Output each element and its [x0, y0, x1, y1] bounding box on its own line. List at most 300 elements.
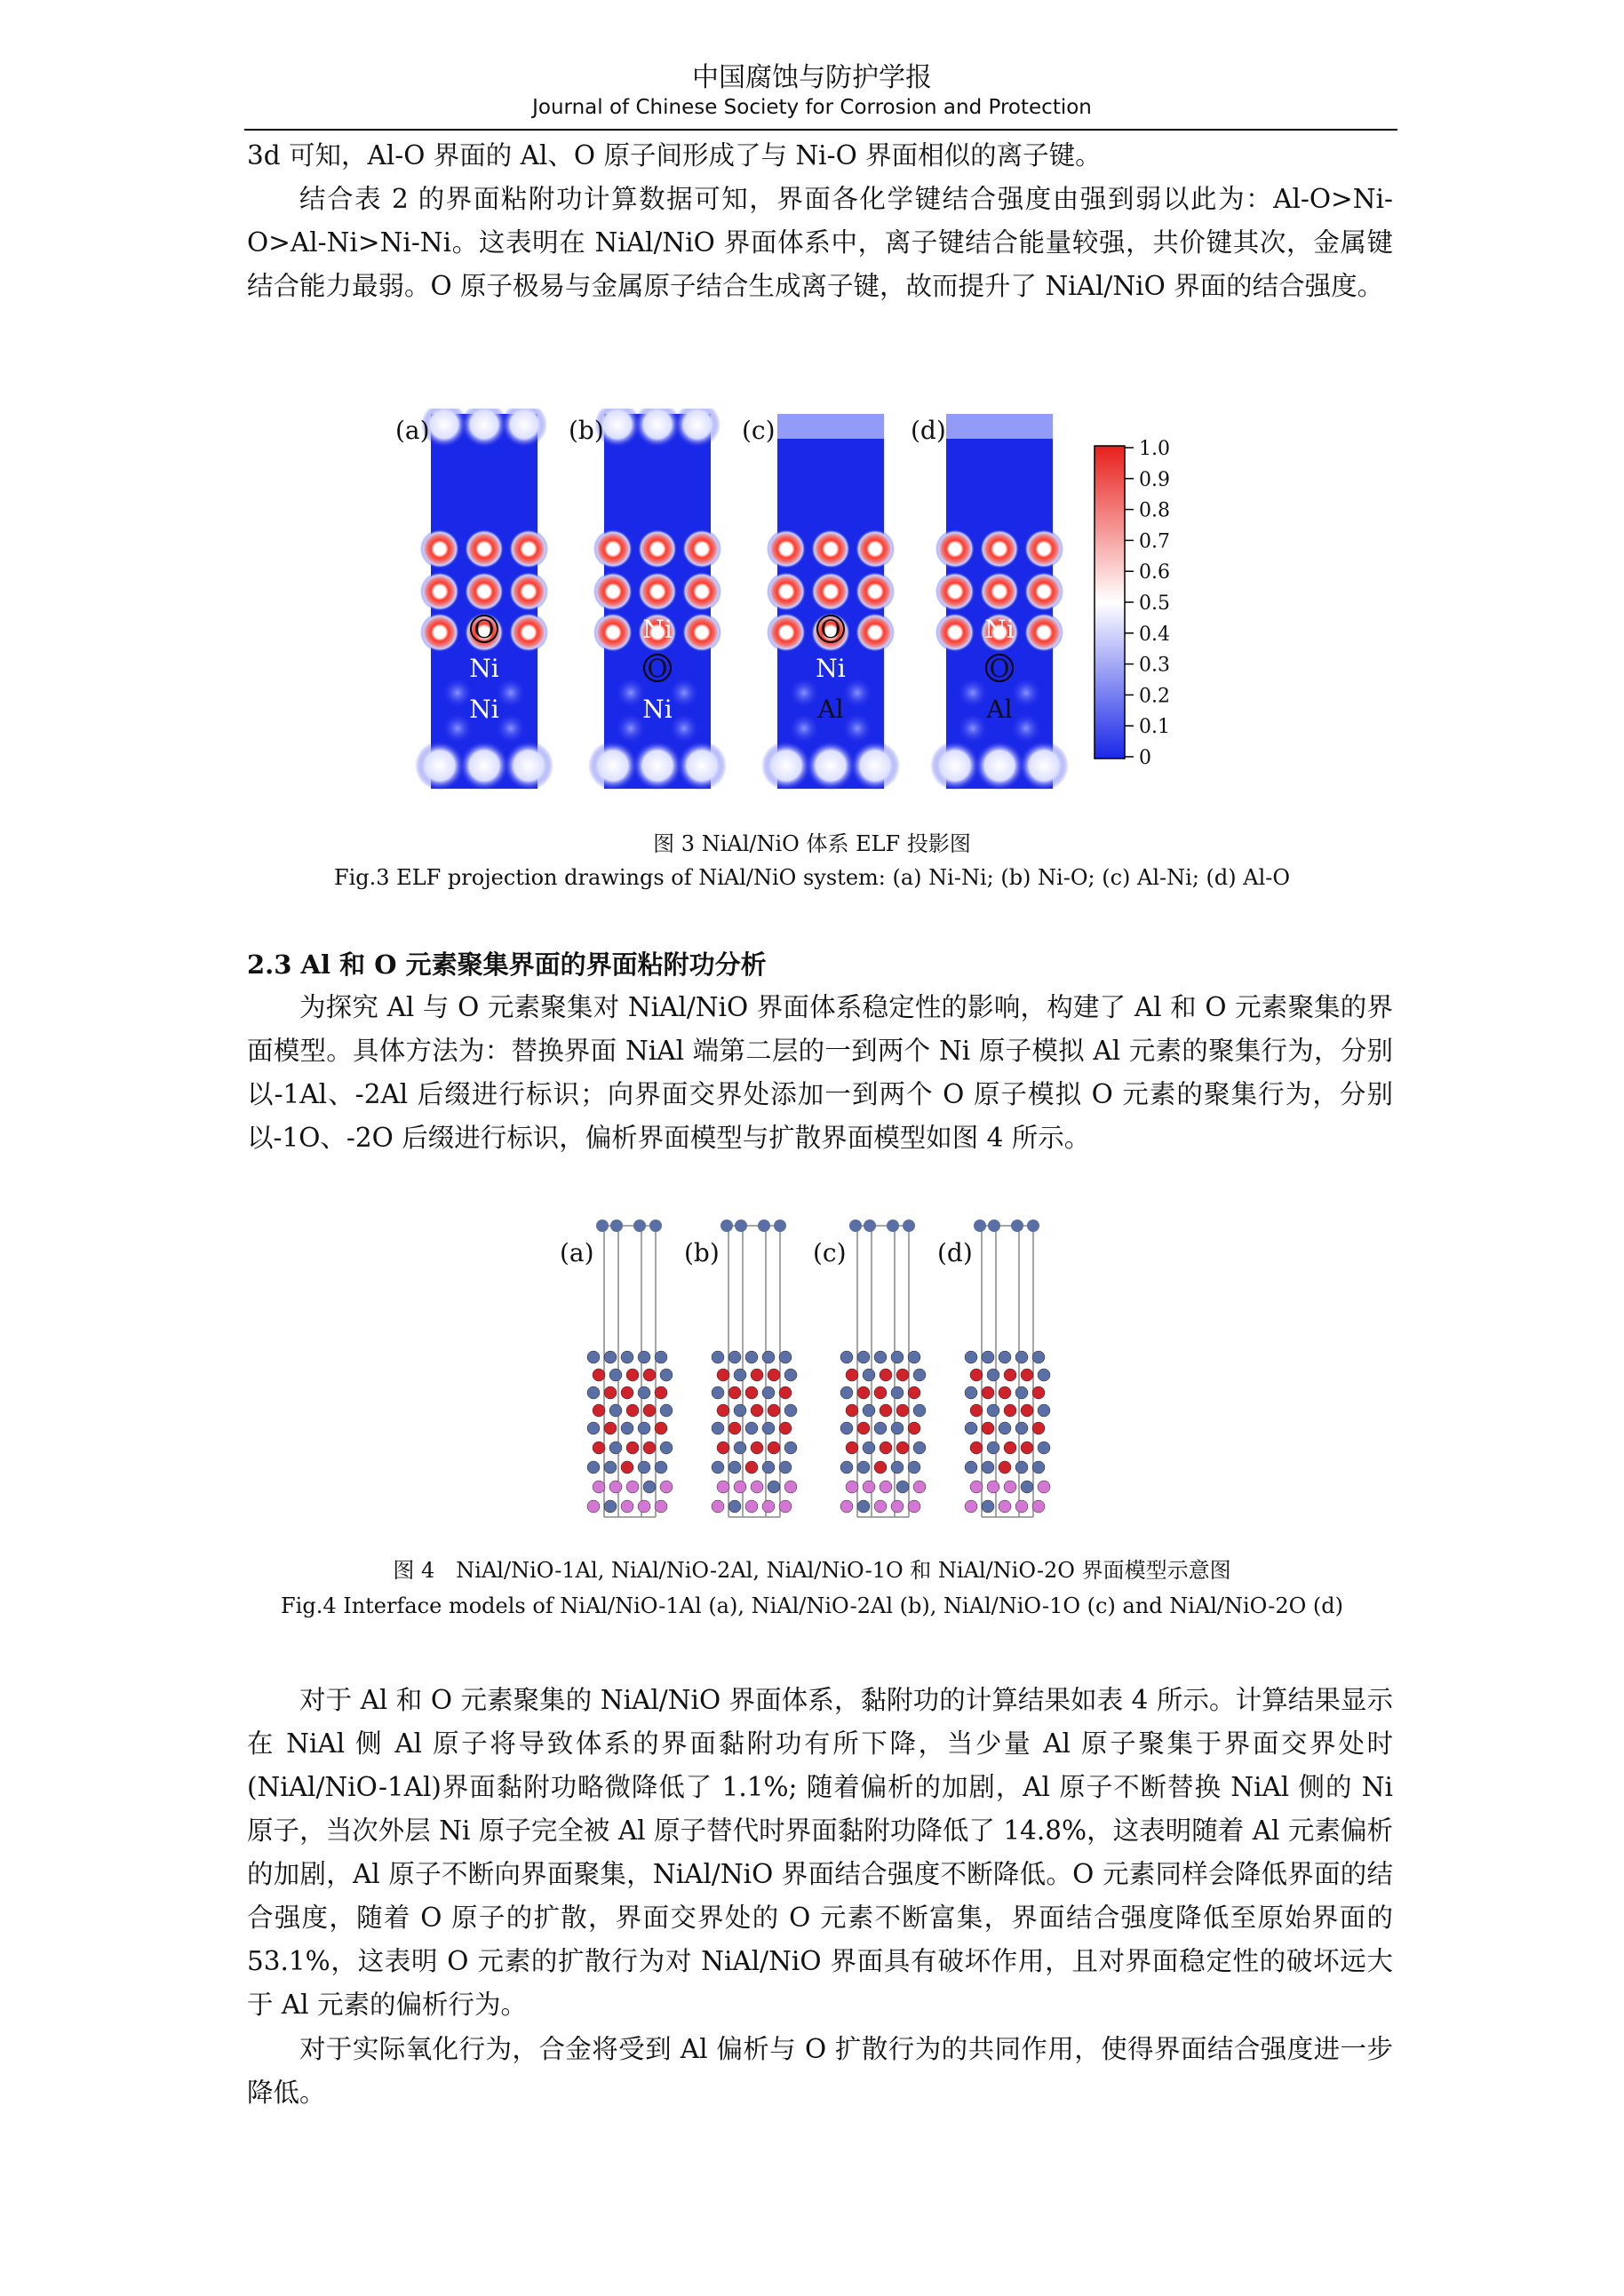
- ni-atom: [863, 1369, 875, 1381]
- elf-panel-d: [911, 414, 1069, 790]
- o-atom: [874, 1461, 887, 1474]
- o-atom: [655, 1386, 667, 1399]
- al-atom: [712, 1500, 724, 1513]
- elf-atom-ring: [638, 572, 677, 611]
- elf-atom-ring: [856, 572, 895, 611]
- ni-atom: [734, 1404, 746, 1417]
- ni-atom: [1038, 1404, 1050, 1417]
- ni-atom: [712, 1461, 724, 1474]
- elf-atom-ring: [980, 572, 1019, 611]
- ni-atom: [1015, 1386, 1028, 1399]
- colorbar-tick-label: 0.2: [1139, 685, 1170, 708]
- o-atom: [970, 1442, 983, 1454]
- o-atom: [857, 1386, 870, 1399]
- o-atom: [880, 1404, 892, 1417]
- o-atom: [874, 1386, 887, 1399]
- ni-atom: [587, 1461, 600, 1474]
- elf-panel-c: [742, 414, 900, 790]
- elf-soft-blob: [668, 712, 700, 744]
- al-atom: [734, 1481, 746, 1493]
- ni-atom: [621, 1351, 633, 1363]
- elf-soft-blob: [957, 712, 989, 744]
- o-atom: [1032, 1386, 1045, 1399]
- elf-panel-label: (a): [395, 416, 430, 445]
- o-atom: [846, 1369, 858, 1381]
- elf-soft-blob: [841, 677, 873, 709]
- o-atom: [896, 1404, 909, 1417]
- o-atom: [643, 1404, 656, 1417]
- o-atom: [626, 1369, 639, 1381]
- o-atom: [768, 1369, 780, 1381]
- elf-atom-ring: [465, 572, 504, 611]
- al-atom: [751, 1481, 763, 1493]
- elf-atom-ring: [593, 572, 633, 611]
- elf-soft-blob: [788, 712, 820, 744]
- ni-atom: [712, 1422, 724, 1434]
- elf-atom-label: O: [989, 654, 1010, 683]
- ni-atom: [965, 1422, 977, 1434]
- al-atom: [987, 1481, 999, 1493]
- ni-atom: [745, 1422, 758, 1434]
- ni-atom: [1015, 1461, 1028, 1474]
- ni-atom: [965, 1386, 977, 1399]
- figure-3: [391, 409, 1190, 790]
- ni-atom: [982, 1351, 994, 1363]
- ni-atom: [913, 1442, 926, 1454]
- ni-atom: [965, 1461, 977, 1474]
- ni-atom: [874, 1422, 887, 1434]
- elf-atom-ring: [682, 572, 721, 611]
- o-atom: [604, 1422, 617, 1434]
- al-atom: [609, 1481, 622, 1493]
- o-atom: [1004, 1442, 1016, 1454]
- ni-atom: [988, 1220, 1000, 1232]
- elf-atom-label: Al: [817, 695, 844, 724]
- elf-atom-ring: [420, 572, 459, 611]
- elf-atom-ring: [856, 613, 895, 652]
- ni-atom: [660, 1369, 673, 1381]
- elf-bottom-blob: [504, 741, 553, 790]
- o-atom: [970, 1404, 983, 1417]
- ni-atom: [638, 1461, 650, 1474]
- ni-atom: [982, 1500, 994, 1513]
- elf-atom-ring: [1024, 572, 1063, 611]
- ni-atom: [779, 1461, 792, 1474]
- elf-bottom-blob: [633, 741, 682, 790]
- ni-atom: [762, 1351, 775, 1363]
- ni-atom: [734, 1442, 746, 1454]
- elf-atom-ring: [593, 529, 633, 568]
- ni-atom: [638, 1386, 650, 1399]
- colorbar-tick-label: 0.7: [1139, 530, 1170, 553]
- colorbar-tick-label: 0.3: [1139, 654, 1170, 677]
- al-atom: [874, 1500, 887, 1513]
- al-atom: [626, 1481, 639, 1493]
- o-atom: [982, 1386, 994, 1399]
- ni-atom: [1027, 1220, 1039, 1232]
- ni-atom: [982, 1461, 994, 1474]
- model-panel-c: [813, 1220, 926, 1517]
- al-atom: [638, 1500, 650, 1513]
- ni-atom: [965, 1351, 977, 1363]
- figure-4-caption-cn: 图 4 NiAl/NiO-1Al, NiAl/NiO-2Al, NiAl/NiO-1O 和 NiAl/NiO-2O 界面模型示意图: [393, 1558, 1231, 1583]
- elf-atom-ring: [509, 572, 548, 611]
- o-atom: [626, 1404, 639, 1417]
- al-atom: [655, 1500, 667, 1513]
- elf-atom-ring: [767, 529, 806, 568]
- elf-bottom-blob: [415, 741, 465, 790]
- al-atom: [891, 1500, 904, 1513]
- elf-atom-label: O: [820, 615, 841, 644]
- o-atom: [1021, 1442, 1033, 1454]
- al-atom: [779, 1500, 792, 1513]
- ni-atom: [840, 1461, 853, 1474]
- ni-atom: [643, 1481, 656, 1493]
- ni-atom: [610, 1220, 623, 1232]
- al-atom: [587, 1500, 600, 1513]
- ni-atom: [660, 1442, 673, 1454]
- ni-atom: [604, 1500, 617, 1513]
- al-atom: [970, 1481, 983, 1493]
- colorbar-tick-label: 0.9: [1139, 468, 1170, 491]
- paragraph-3: 为探究 Al 与 O 元素聚集对 NiAl/NiO 界面体系稳定性的影响，构建了 Al 和 O 元素聚集的界面模型。具体方法为：替换界面 NiAl 端第二层的一到两个 Ni 原子模拟 Al 元素的聚集行为，分别以-1Al、-2Al 后缀进行标识；向界面交界处添加一到两个 O 原子模拟 O 元素的聚集行为，分别以-1O、-2O 后缀进行标识，偏析界面模型与扩散界面模型如图 4 所示。: [247, 992, 1393, 1153]
- model-panel-label: (c): [813, 1238, 847, 1267]
- elf-atom-ring: [935, 572, 975, 611]
- ni-atom: [720, 1220, 733, 1232]
- ni-atom: [774, 1220, 786, 1232]
- al-atom: [593, 1481, 605, 1493]
- al-atom: [913, 1481, 926, 1493]
- journal-title-cn: 中国腐蚀与防护学报: [692, 62, 932, 93]
- elf-soft-blob: [495, 712, 527, 744]
- ni-atom: [609, 1442, 622, 1454]
- colorbar-tick-label: 1.0: [1139, 438, 1170, 460]
- ni-atom: [1021, 1481, 1033, 1493]
- o-atom: [1004, 1369, 1016, 1381]
- ni-atom: [734, 1369, 746, 1381]
- ni-atom: [999, 1422, 1011, 1434]
- paragraph-4: 对于 Al 和 O 元素聚集的 NiAl/NiO 界面体系，黏附功的计算结果如表 4 所示。计算结果显示在 NiAl 侧 Al 原子将导致体系的界面黏附功有所下降，当少量 Al 原子聚集于界面交界处时(NiAl/NiO-1Al)界面黏附功略微降低了 1.1%; 随着偏析的加剧，Al 原子不断替换 NiAl 侧的 Ni 原子，当次外层 Ni 原子完全被 Al 原子替代时界面黏附功降低了 14.8%，这表明随着 Al 元素偏析的加剧，Al 原子不断向界面聚集，NiAl/NiO 界面结合强度不断降低。O 元素同样会降低界面的结合强度，随着 O 原子的扩散，界面交界处的 O 元素不断富集，界面结合强度降低至原始界面的 53.1%，这表明 O 元素的扩散行为对 NiAl/NiO 界面具有破坏作用，且对界面稳定性的破坏远大于 Al 元素的偏析行为。: [247, 1685, 1393, 2020]
- elf-atom-ring: [509, 529, 548, 568]
- elf-atom-ring: [1024, 613, 1063, 652]
- figure-3-caption-cn: 图 3 NiAl/NiO 体系 ELF 投影图: [653, 831, 971, 856]
- o-atom: [643, 1369, 656, 1381]
- ni-atom: [596, 1220, 609, 1232]
- elf-atom-ring: [1024, 529, 1063, 568]
- ni-atom: [587, 1351, 600, 1363]
- ni-atom: [908, 1351, 920, 1363]
- ni-atom: [891, 1351, 904, 1363]
- ni-atom: [864, 1220, 876, 1232]
- model-panel-d: [937, 1220, 1050, 1517]
- o-atom: [717, 1404, 729, 1417]
- o-atom: [896, 1442, 909, 1454]
- al-atom: [1032, 1500, 1045, 1513]
- ni-atom: [604, 1351, 617, 1363]
- elf-atom-label: Ni: [469, 654, 499, 683]
- o-atom: [999, 1461, 1011, 1474]
- ni-atom: [891, 1422, 904, 1434]
- elf-atom-ring: [638, 529, 677, 568]
- paragraph-5: 对于实际氧化行为，合金将受到 Al 偏析与 O 扩散行为的共同作用，使得界面结合强度进一步降低。: [247, 2034, 1393, 2108]
- o-atom: [626, 1442, 639, 1454]
- ni-atom: [660, 1404, 673, 1417]
- ni-atom: [609, 1404, 622, 1417]
- elf-atom-ring: [420, 613, 459, 652]
- model-panel-label: (b): [684, 1238, 720, 1267]
- ni-atom: [840, 1386, 853, 1399]
- elf-bottom-blob: [930, 741, 980, 790]
- ni-atom: [604, 1461, 617, 1474]
- ni-atom: [649, 1220, 662, 1232]
- ni-atom: [896, 1481, 909, 1493]
- interface-models-figure: [551, 1215, 1084, 1526]
- o-atom: [1021, 1369, 1033, 1381]
- elf-panel-label: (b): [569, 416, 604, 445]
- o-atom: [621, 1386, 633, 1399]
- ni-atom: [621, 1422, 633, 1434]
- elf-atom-label: Ni: [469, 695, 499, 724]
- o-atom: [857, 1422, 870, 1434]
- colorbar-tick-label: 0: [1139, 747, 1151, 769]
- o-atom: [751, 1442, 763, 1454]
- o-atom: [908, 1422, 920, 1434]
- ni-atom: [1015, 1351, 1028, 1363]
- ni-atom: [999, 1351, 1011, 1363]
- elf-atom-ring: [465, 529, 504, 568]
- ni-atom: [735, 1220, 747, 1232]
- ni-atom: [874, 1351, 887, 1363]
- ni-atom: [1032, 1351, 1045, 1363]
- o-atom: [593, 1369, 605, 1381]
- elf-soft-blob: [668, 677, 700, 709]
- elf-surface-band: [777, 414, 884, 439]
- o-atom: [751, 1404, 763, 1417]
- al-atom: [1004, 1481, 1016, 1493]
- elf-bottom-blob: [677, 741, 727, 790]
- ni-atom: [768, 1481, 780, 1493]
- o-atom: [880, 1442, 892, 1454]
- ni-atom: [987, 1404, 999, 1417]
- elf-atom-ring: [767, 572, 806, 611]
- ni-atom: [1032, 1461, 1045, 1474]
- ni-atom: [863, 1404, 875, 1417]
- colorbar-tick-label: 0.4: [1139, 623, 1170, 646]
- paragraph-1: 3d 可知，Al-O 界面的 Al、O 原子间形成了与 Ni-O 界面相似的离子键。: [247, 140, 1102, 171]
- elf-bottom-blob: [850, 741, 900, 790]
- o-atom: [908, 1386, 920, 1399]
- elf-bottom-blob: [975, 741, 1024, 790]
- colorbar-tick-label: 0.1: [1139, 716, 1170, 739]
- elf-atom-ring: [593, 613, 633, 652]
- ni-atom: [1015, 1422, 1028, 1434]
- colorbar-tick-label: 0.5: [1139, 592, 1170, 615]
- elf-atom-ring: [420, 529, 459, 568]
- elf-atom-ring: [682, 529, 721, 568]
- o-atom: [970, 1369, 983, 1381]
- elf-soft-blob: [1010, 712, 1042, 744]
- header-rule: [244, 129, 1397, 131]
- o-atom: [745, 1461, 758, 1474]
- elf-bottom-blob: [806, 741, 856, 790]
- ni-atom: [728, 1500, 741, 1513]
- o-atom: [728, 1422, 741, 1434]
- elf-panel-label: (c): [742, 416, 776, 445]
- ni-atom: [745, 1351, 758, 1363]
- elf-soft-blob: [495, 677, 527, 709]
- o-atom: [643, 1442, 656, 1454]
- o-atom: [779, 1386, 792, 1399]
- al-atom: [1015, 1500, 1028, 1513]
- elf-atom-ring: [509, 613, 548, 652]
- ni-atom: [655, 1461, 667, 1474]
- ni-atom: [903, 1220, 915, 1232]
- colorbar-gradient: [1095, 446, 1125, 759]
- elf-atom-ring: [767, 613, 806, 652]
- o-atom: [768, 1404, 780, 1417]
- ni-atom: [655, 1351, 667, 1363]
- journal-title-en: Journal of Chinese Society for Corrosion and Protection: [532, 96, 1092, 119]
- ni-atom: [849, 1220, 862, 1232]
- paragraph-2: 结合表 2 的界面粘附功计算数据可知，界面各化学键结合强度由强到弱以此为：Al-O>Ni-O>Al-Ni>Ni-Ni。这表明在 NiAl/NiO 界面体系中，离子键结合能量较强，共价键其次，金属键结合能力最弱。O 原子极易与金属原子结合生成离子键，故而提升了 NiAl/NiO 界面的结合强度。: [247, 184, 1393, 301]
- elf-atom-label: Al: [986, 695, 1013, 724]
- elf-soft-blob: [841, 712, 873, 744]
- o-atom: [621, 1461, 633, 1474]
- o-atom: [604, 1386, 617, 1399]
- colorbar-tick-label: 0.6: [1139, 561, 1170, 584]
- al-atom: [846, 1481, 858, 1493]
- elf-soft-blob: [957, 677, 989, 709]
- elf-atom-label: Ni: [816, 654, 846, 683]
- elf-atom-label: Ni: [642, 695, 673, 724]
- al-atom: [1038, 1481, 1050, 1493]
- ni-atom: [587, 1422, 600, 1434]
- elf-atom-label: O: [647, 654, 668, 683]
- al-atom: [880, 1481, 892, 1493]
- ni-atom: [762, 1461, 775, 1474]
- ni-atom: [987, 1442, 999, 1454]
- ni-atom: [784, 1369, 797, 1381]
- ni-atom: [638, 1351, 650, 1363]
- elf-panel-b: [569, 409, 727, 790]
- ni-atom: [1038, 1442, 1050, 1454]
- ni-atom: [887, 1220, 899, 1232]
- ni-atom: [857, 1500, 870, 1513]
- ni-atom: [863, 1442, 875, 1454]
- ni-atom: [784, 1442, 797, 1454]
- elf-surface-band: [946, 414, 1053, 439]
- elf-atom-ring: [682, 613, 721, 652]
- o-atom: [1021, 1404, 1033, 1417]
- model-panel-b: [684, 1220, 797, 1517]
- elf-projection-figure: [391, 409, 1190, 790]
- o-atom: [655, 1422, 667, 1434]
- ni-atom: [779, 1351, 792, 1363]
- model-panel-label: (d): [937, 1238, 973, 1267]
- ni-atom: [712, 1386, 724, 1399]
- ni-atom: [758, 1220, 770, 1232]
- o-atom: [768, 1442, 780, 1454]
- ni-atom: [587, 1386, 600, 1399]
- colorbar-tick-label: 0.8: [1139, 499, 1170, 522]
- o-atom: [717, 1442, 729, 1454]
- ni-atom: [857, 1461, 870, 1474]
- al-atom: [840, 1500, 853, 1513]
- al-atom: [621, 1500, 633, 1513]
- o-atom: [1032, 1422, 1045, 1434]
- ni-atom: [891, 1461, 904, 1474]
- o-atom: [880, 1369, 892, 1381]
- al-atom: [863, 1481, 875, 1493]
- ni-atom: [908, 1461, 920, 1474]
- o-atom: [717, 1369, 729, 1381]
- al-atom: [908, 1500, 920, 1513]
- o-atom: [896, 1369, 909, 1381]
- al-atom: [762, 1500, 775, 1513]
- ni-atom: [762, 1386, 775, 1399]
- al-atom: [660, 1481, 673, 1493]
- ni-atom: [762, 1422, 775, 1434]
- o-atom: [846, 1404, 858, 1417]
- elf-panels: [395, 409, 1069, 790]
- section-heading: 2.3 Al 和 O 元素聚集界面的界面粘附功分析: [247, 949, 767, 980]
- o-atom: [779, 1422, 792, 1434]
- ni-atom: [638, 1422, 650, 1434]
- ni-atom: [987, 1369, 999, 1381]
- ni-atom: [1011, 1220, 1023, 1232]
- o-atom: [846, 1442, 858, 1454]
- al-atom: [717, 1481, 729, 1493]
- figure-3-caption-en: Fig.3 ELF projection drawings of NiAl/NiO system: (a) Ni-Ni; (b) Ni-O; (c) Al-Ni; (d) Al-O: [333, 865, 1291, 890]
- o-atom: [999, 1386, 1011, 1399]
- ni-atom: [728, 1351, 741, 1363]
- o-atom: [751, 1369, 763, 1381]
- o-atom: [593, 1442, 605, 1454]
- o-atom: [593, 1404, 605, 1417]
- ni-atom: [1038, 1369, 1050, 1381]
- figure-4-caption-en: Fig.4 Interface models of NiAl/NiO-1Al (a), NiAl/NiO-2Al (b), NiAl/NiO-1O (c) and NiAl/NiO-2O (d): [281, 1593, 1343, 1618]
- elf-panel-a: [395, 409, 553, 790]
- elf-atom-ring: [811, 572, 850, 611]
- elf-bottom-blob: [761, 741, 811, 790]
- model-panel-label: (a): [560, 1238, 594, 1267]
- ni-atom: [913, 1404, 926, 1417]
- ni-atom: [633, 1220, 646, 1232]
- o-atom: [728, 1386, 741, 1399]
- elf-atom-label: O: [474, 615, 495, 644]
- ni-atom: [857, 1351, 870, 1363]
- elf-atom-ring: [935, 529, 975, 568]
- o-atom: [745, 1386, 758, 1399]
- elf-colorbar: [1095, 438, 1170, 769]
- elf-atom-ring: [856, 529, 895, 568]
- ni-atom: [712, 1351, 724, 1363]
- elf-atom-ring: [980, 529, 1019, 568]
- o-atom: [982, 1422, 994, 1434]
- figure-4: [551, 1215, 1084, 1526]
- elf-bottom-blob: [588, 741, 638, 790]
- ni-atom: [891, 1386, 904, 1399]
- elf-bottom-blob: [459, 741, 509, 790]
- elf-atom-ring: [811, 529, 850, 568]
- al-atom: [784, 1481, 797, 1493]
- ni-atom: [609, 1369, 622, 1381]
- elf-atom-ring: [935, 613, 975, 652]
- ni-atom: [913, 1369, 926, 1381]
- elf-atom-label: Ni: [642, 615, 673, 644]
- ni-atom: [840, 1422, 853, 1434]
- al-atom: [999, 1500, 1011, 1513]
